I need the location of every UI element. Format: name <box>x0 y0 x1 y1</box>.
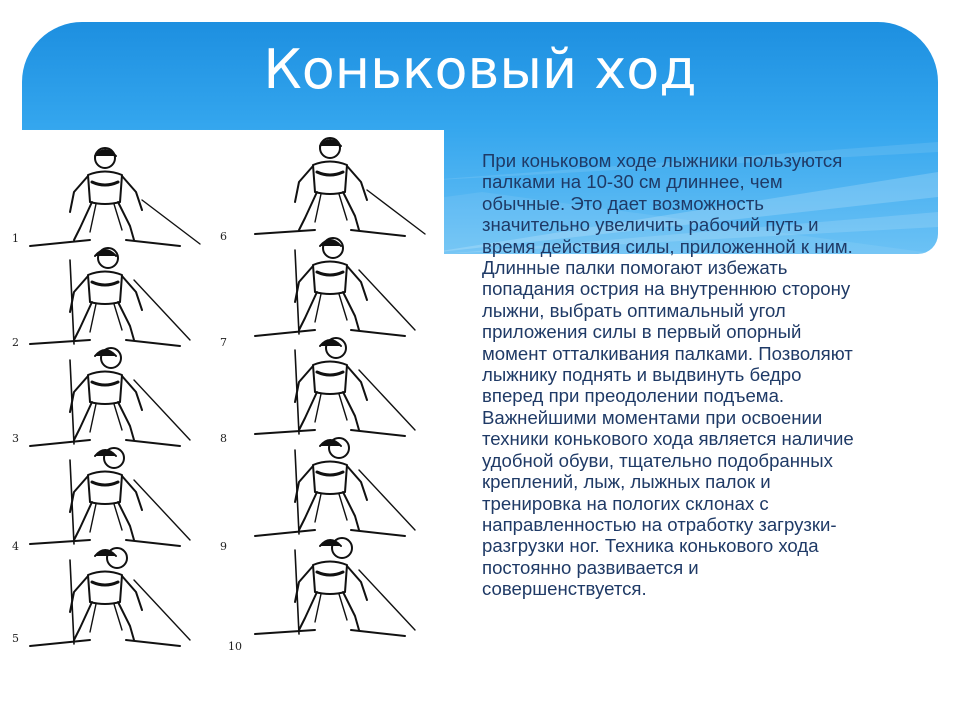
paragraph-line: креплений, лыж, лыжных палок и <box>482 471 771 493</box>
skier-frame <box>30 548 190 646</box>
paragraph-line: тренировка на пологих склонах с <box>482 492 769 514</box>
skier-illustration <box>0 130 444 662</box>
slide-title: Коньковый ход <box>263 38 697 101</box>
skier-sequence-drawing <box>0 130 444 662</box>
paragraph-line: совершенствуется. <box>482 578 647 600</box>
frame-number: 4 <box>12 540 19 553</box>
skier-frame <box>255 138 425 236</box>
paragraph-line: время действия силы, приложенной к ним. <box>482 235 853 257</box>
paragraph-line: постоянно развивается и <box>482 556 699 578</box>
paragraph-line: Длинные палки помогают избежать <box>482 257 788 279</box>
frame-number: 8 <box>220 432 227 445</box>
frame-number: 3 <box>12 432 19 445</box>
paragraph-line: Важнейшими моментами при освоении <box>482 406 823 428</box>
paragraph-line: направленностью на отработку загрузки- <box>482 513 837 535</box>
skier-frame <box>30 348 190 446</box>
paragraph-line: значительно увеличить рабочий путь и <box>482 214 819 236</box>
frame-number: 6 <box>220 230 227 243</box>
frame-number: 2 <box>12 336 19 349</box>
skier-frame <box>30 248 190 346</box>
paragraph-line: лыжнику поднять и выдвинуть бедро <box>482 364 802 386</box>
paragraph-line: палками на 10-30 см длиннее, чем <box>482 171 783 193</box>
skier-frame <box>255 338 415 436</box>
paragraph-line: попадания острия на внутреннюю сторону <box>482 278 851 300</box>
paragraph-line: разгрузки ног. Техника конькового хода <box>482 535 819 557</box>
paragraph-line: момент отталкивания палками. Позволяют <box>482 342 853 364</box>
frame-number: 7 <box>220 336 227 349</box>
body-paragraph <box>482 150 934 600</box>
frame-number: 10 <box>228 640 242 653</box>
paragraph-line: приложения силы в первый опорный <box>482 321 802 343</box>
paragraph-line: обычные. Это дает возможность <box>482 192 764 214</box>
frame-number: 9 <box>220 540 227 553</box>
skier-frame <box>255 538 415 636</box>
paragraph-line: удобной обуви, тщательно подобранных <box>482 449 833 471</box>
paragraph-line: техники конькового хода является наличие <box>482 428 854 450</box>
paragraph-line: вперед при преодолении подъема. <box>482 385 785 407</box>
frame-number: 5 <box>12 632 19 645</box>
frame-number: 1 <box>12 232 19 245</box>
skier-frame <box>255 238 415 336</box>
skier-frame <box>30 148 200 246</box>
paragraph-line: лыжни, выбрать оптимальный угол <box>482 299 786 321</box>
paragraph-line: При коньковом ходе лыжники пользуются <box>482 150 843 171</box>
skier-frame <box>255 438 415 536</box>
skier-frame <box>30 448 190 546</box>
